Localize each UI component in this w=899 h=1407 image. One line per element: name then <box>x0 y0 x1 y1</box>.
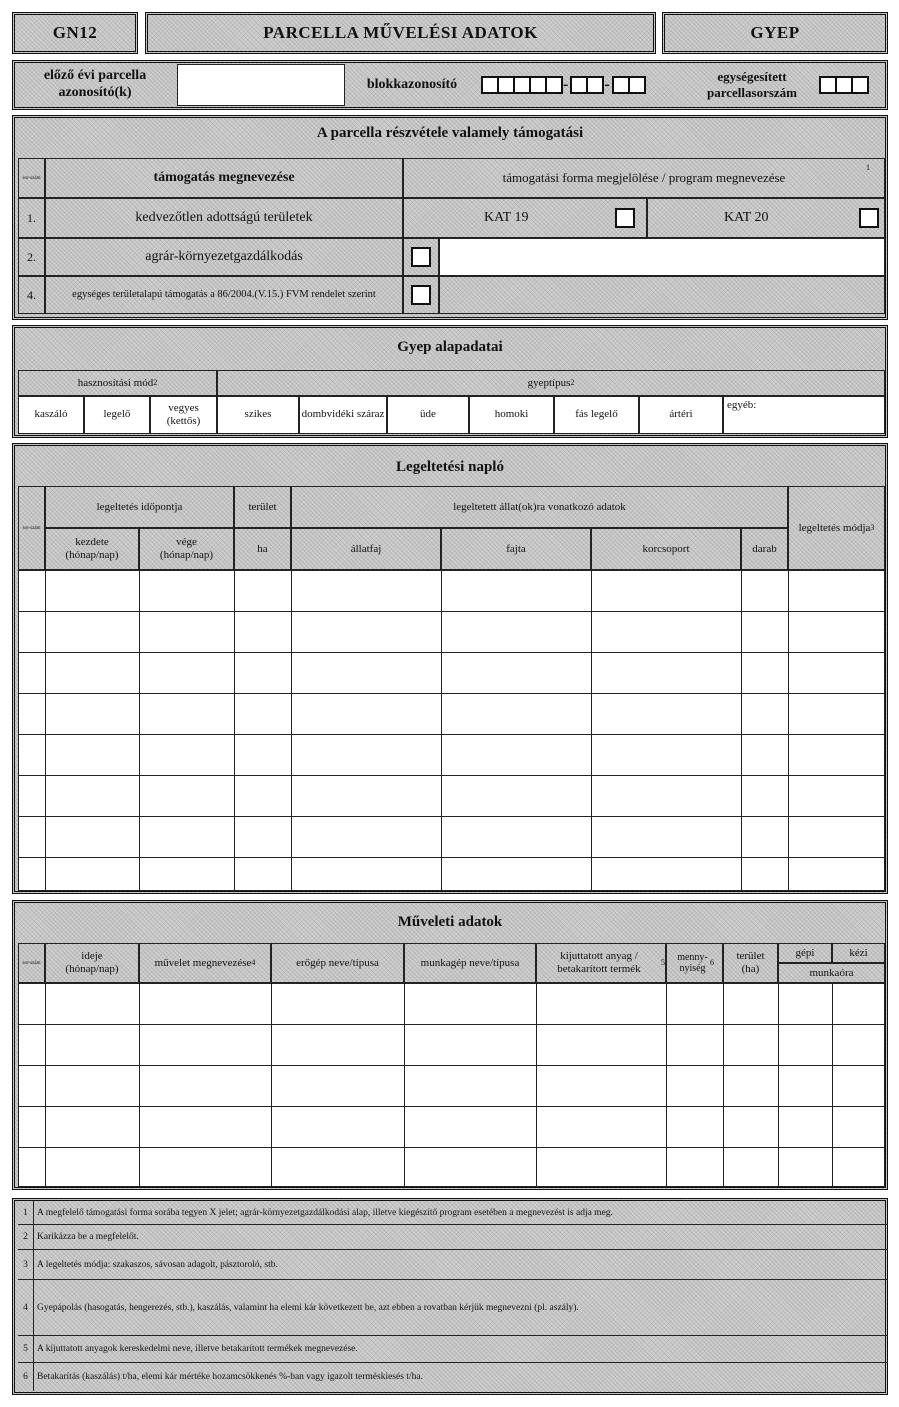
type-option-other[interactable]: egyéb: <box>723 396 885 434</box>
ops-machine-hours-label: gépi <box>778 943 832 963</box>
footnote-1: 1 A megfelelő támogatási forma sorába tegyen X jelet; agrár-környezetgazdálkodási alap, illetve kiegészítő program esetében a megnevezést is adja meg. <box>18 1201 888 1225</box>
single-area-checkbox[interactable] <box>411 285 431 305</box>
support-row-num: 1. <box>18 198 45 238</box>
grazing-area-unit: ha <box>234 528 291 570</box>
grazing-title: Legeltetési napló <box>396 459 504 475</box>
grazing-species-label: állatfaj <box>291 528 441 570</box>
type-option-homoki[interactable]: homoki <box>469 396 554 434</box>
unified-parcel-field[interactable] <box>819 71 883 99</box>
prev-parcel-field[interactable] <box>177 64 345 106</box>
ops-manual-hours-label: kézi <box>832 943 885 963</box>
block-id-label: blokkazonosító <box>366 77 458 92</box>
grassland-title: Gyep alapadatai <box>397 339 503 355</box>
type-option-dombvideki[interactable]: dombvidéki száraz <box>299 396 387 434</box>
operations-table-body[interactable] <box>18 983 885 1187</box>
type-option-fas-legelo[interactable]: fás legelő <box>554 396 639 434</box>
footnote-2: 2 Karikázza be a megfelelőt. <box>18 1225 888 1250</box>
ops-machine-label: munkagép neve/típusa <box>404 943 536 983</box>
id-row <box>12 60 888 110</box>
support-row-name: egységes területalapú támogatás a 86/2004.(V.15.) FVM rendelet szerint <box>45 276 403 314</box>
grazing-breed-label: fajta <box>441 528 591 570</box>
support-row-name: agrár-környezetgazdálkodás <box>45 238 403 276</box>
ops-opname-label: művelet megnevezése 4 <box>139 943 271 983</box>
unified-parcel-label: egységesített parcellasorszám <box>706 69 798 100</box>
form-type: GYEP <box>750 23 800 42</box>
type-option-ude[interactable]: üde <box>387 396 469 434</box>
grazing-col-num: sor-szám <box>18 486 45 570</box>
grazing-table-body[interactable] <box>18 570 885 891</box>
ops-col-num: sor-szám <box>18 943 45 983</box>
ops-tractor-label: erőgép neve/típusa <box>271 943 404 983</box>
support-row-num: 2. <box>18 238 45 276</box>
support-col-num: sor-szám <box>18 158 45 198</box>
grazing-agegroup-label: korcsoport <box>591 528 741 570</box>
grazing-time-label: legeltetés időpontja <box>45 486 234 528</box>
single-area-blank <box>439 276 885 314</box>
ops-qty-label: menny-nyiség 6 <box>666 943 723 983</box>
ops-area-label: terület (ha) <box>723 943 778 983</box>
grazing-count-label: darab <box>741 528 788 570</box>
usage-option-kaszalo[interactable]: kaszáló <box>18 396 84 434</box>
type-option-szikes[interactable]: szikes <box>217 396 299 434</box>
ops-material-label: kijuttatott anyag / betakarított termék 5 <box>536 943 666 983</box>
usage-option-vegyes[interactable]: vegyes (kettős) <box>150 396 217 434</box>
grazing-animal-label: legeltetett állat(ok)ra vonatkozó adatok <box>291 486 788 528</box>
grazing-area-label: terület <box>234 486 291 528</box>
support-title: A parcella részvétele valamely támogatási <box>316 125 584 141</box>
footnote-3: 3 A legeltetés módja: szakaszos, sávosan adagolt, pásztoroló, stb. <box>18 1250 888 1280</box>
footnote-6: 6 Betakarítás (kaszálás) t/ha, elemi kár mértéke hozamcsökkenés %-ban vagy igazolt terméskiesés t/ha. <box>18 1363 888 1391</box>
type-option-arteri[interactable]: ártéri <box>639 396 723 434</box>
agri-env-program-field[interactable] <box>439 238 885 276</box>
form-type-box <box>662 12 888 54</box>
ops-hours-label: munkaóra <box>778 963 885 983</box>
form-title: PARCELLA MŰVELÉSI ADATOK <box>263 23 538 42</box>
grassland-section <box>12 325 888 438</box>
grazing-section <box>12 443 888 894</box>
usage-label: hasznosítási mód 2 <box>18 370 217 396</box>
grass-type-label: gyeptípus 2 <box>217 370 885 396</box>
form-code-box <box>12 12 138 54</box>
grazing-end-label: vége (hónap/nap) <box>139 528 234 570</box>
form-title-box <box>145 12 656 54</box>
support-row-name: kedvezőtlen adottságú területek <box>45 198 403 238</box>
kat19-checkbox[interactable] <box>615 208 635 228</box>
kat19-option: KAT 19 <box>403 198 647 238</box>
footnote-5: 5 A kijuttatott anyagok kereskedelmi neve, illetve betakarított termékek megnevezése. <box>18 1336 888 1363</box>
support-col-form: támogatási forma megjelölése / program megnevezése 1 <box>403 158 885 198</box>
footnote-4: 4 Gyepápolás (hasogatás, hengerezés, stb.), kaszálás, valamint ha elemi kár következett be, azt ebben a rovatban kérjük megnevezni (pl. aszály). <box>18 1280 888 1336</box>
support-section <box>12 115 888 320</box>
operations-section <box>12 900 888 1190</box>
agri-env-checkbox[interactable] <box>411 247 431 267</box>
ops-time-label: ideje (hónap/nap) <box>45 943 139 983</box>
usage-option-legelo[interactable]: legelő <box>84 396 150 434</box>
support-col-name: támogatás megnevezése <box>45 158 403 198</box>
grazing-start-label: kezdete (hónap/nap) <box>45 528 139 570</box>
form-code: GN12 <box>52 23 98 42</box>
support-row-num: 4. <box>18 276 45 314</box>
prev-parcel-label: előző évi parcella azonosító(k) <box>43 68 147 100</box>
operations-title: Műveleti adatok <box>397 914 503 930</box>
kat20-checkbox[interactable] <box>859 208 879 228</box>
grazing-mode-label: legeltetés módja 3 <box>788 486 885 570</box>
kat20-option: KAT 20 <box>647 198 885 238</box>
block-id-field[interactable]: - - <box>481 71 667 99</box>
